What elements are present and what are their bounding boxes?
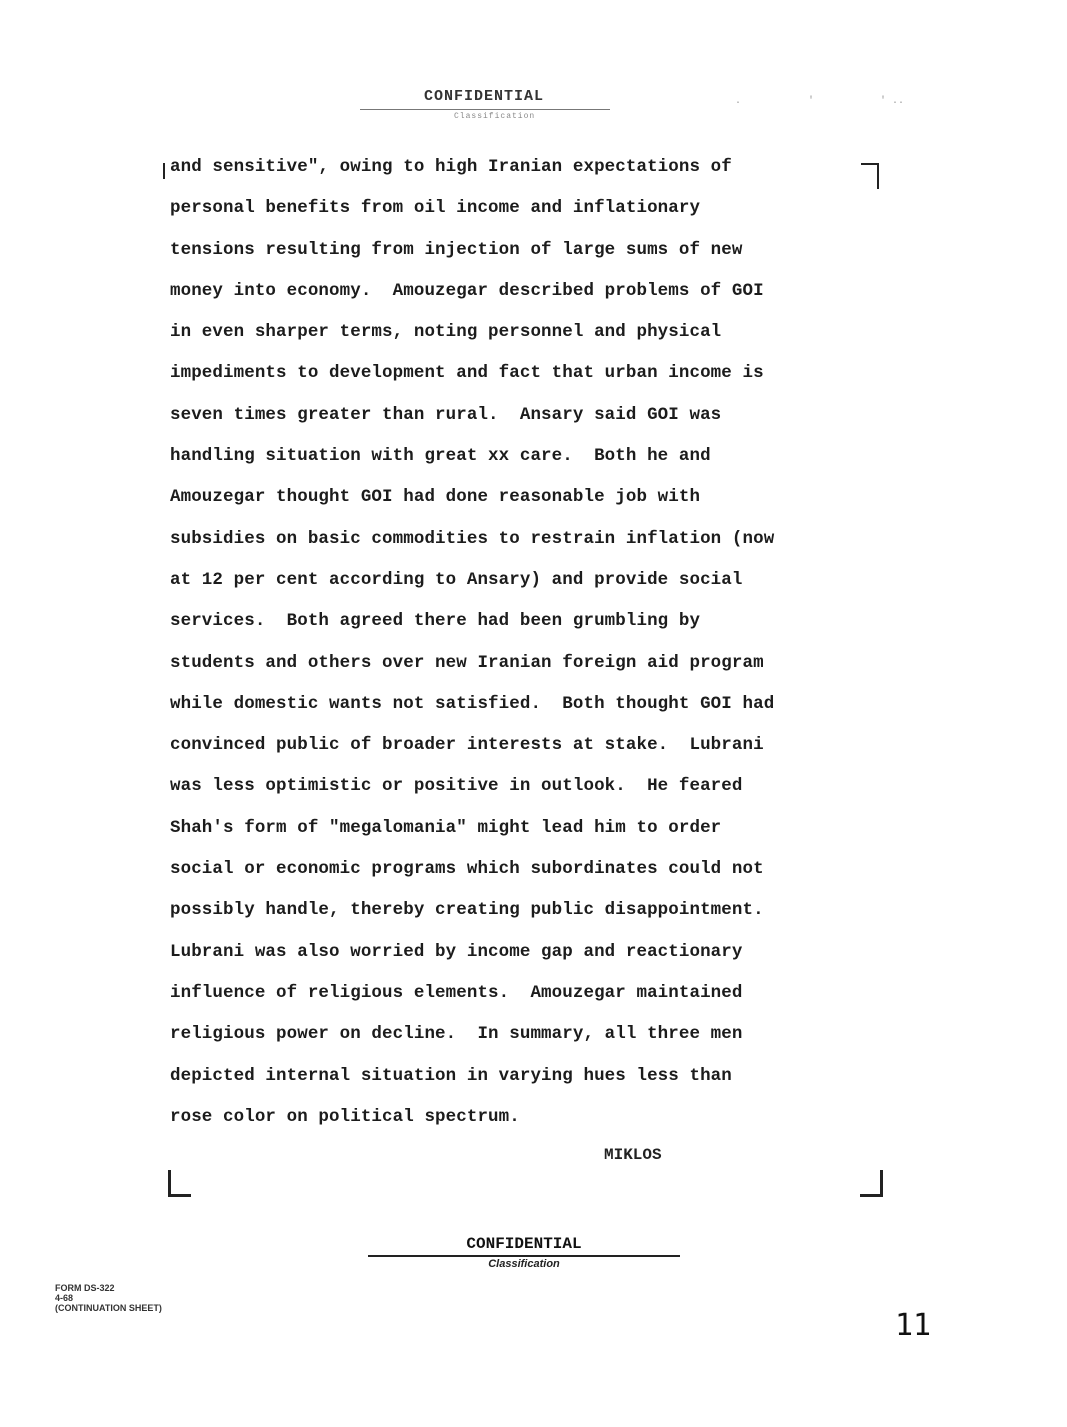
text-line: services. Both agreed there had been grumbling by: [170, 611, 701, 632]
top-classification-sublabel: Classification: [454, 112, 536, 121]
text-line: tensions resulting from injection of large sums of new: [170, 239, 743, 260]
bottom-classification-rule: [368, 1255, 680, 1257]
text-line: Lubrani was also worried by income gap and reactionary: [170, 941, 743, 962]
bracket-bottom-left: [168, 1170, 191, 1197]
bottom-classification-label: CONFIDENTIAL: [466, 1235, 582, 1253]
scan-mark: ' ..: [880, 96, 905, 107]
text-line: convinced public of broader interests at stake. Lubrani: [170, 735, 764, 756]
text-line: while domestic wants not satisfied. Both thought GOI had: [170, 693, 775, 714]
bracket-bottom-right: [860, 1170, 883, 1197]
top-classification-label: CONFIDENTIAL: [423, 88, 545, 105]
text-line: influence of religious elements. Amouzegar maintained: [170, 982, 743, 1003]
top-classification-rule: [360, 109, 610, 110]
text-line: personal benefits from oil income and inflationary: [170, 198, 701, 219]
form-reference-line: (CONTINUATION SHEET): [55, 1303, 162, 1313]
text-line: rose color on political spectrum.: [170, 1106, 520, 1127]
scan-mark: .: [735, 96, 742, 107]
text-line: religious power on decline. In summary, all three men: [170, 1024, 743, 1045]
form-reference-line: FORM DS-322: [55, 1283, 115, 1293]
bottom-classification-block: [368, 1235, 680, 1270]
text-line: depicted internal situation in varying hues less than: [170, 1065, 732, 1086]
bottom-classification-caption: Classification: [488, 1258, 560, 1270]
text-line: seven times greater than rural. Ansary said GOI was: [170, 404, 722, 425]
text-line: was less optimistic or positive in outlook. He feared: [170, 776, 743, 797]
scan-mark: ': [808, 96, 815, 107]
text-line: students and others over new Iranian foreign aid program: [170, 652, 764, 673]
text-line: impediments to development and fact that urban income is: [170, 363, 764, 384]
form-reference-line: 4-68: [55, 1293, 74, 1303]
top-classification-header: [364, 88, 604, 121]
signature-name: MIKLOS: [604, 1146, 662, 1164]
text-line: in even sharper terms, noting personnel and physical: [170, 322, 722, 343]
text-line: possibly handle, thereby creating public disappointment.: [170, 900, 764, 921]
text-line: handling situation with great xx care. Both he and: [170, 446, 711, 467]
text-line: money into economy. Amouzegar described problems of GOI: [170, 280, 764, 301]
body-text: [170, 152, 890, 1143]
text-line: Shah's form of "megalomania" might lead him to order: [170, 817, 722, 838]
text-line: social or economic programs which subordinates could not: [170, 859, 764, 880]
page-number: 11: [895, 1308, 932, 1343]
text-line: subsidies on basic commodities to restrain inflation (now: [170, 528, 775, 549]
form-reference: [55, 1283, 162, 1313]
text-line: Amouzegar thought GOI had done reasonable job with: [170, 487, 701, 508]
bracket-top-left: [163, 163, 165, 179]
text-line: at 12 per cent according to Ansary) and provide social: [170, 569, 743, 590]
text-line: and sensitive", owing to high Iranian expectations of: [170, 157, 732, 177]
